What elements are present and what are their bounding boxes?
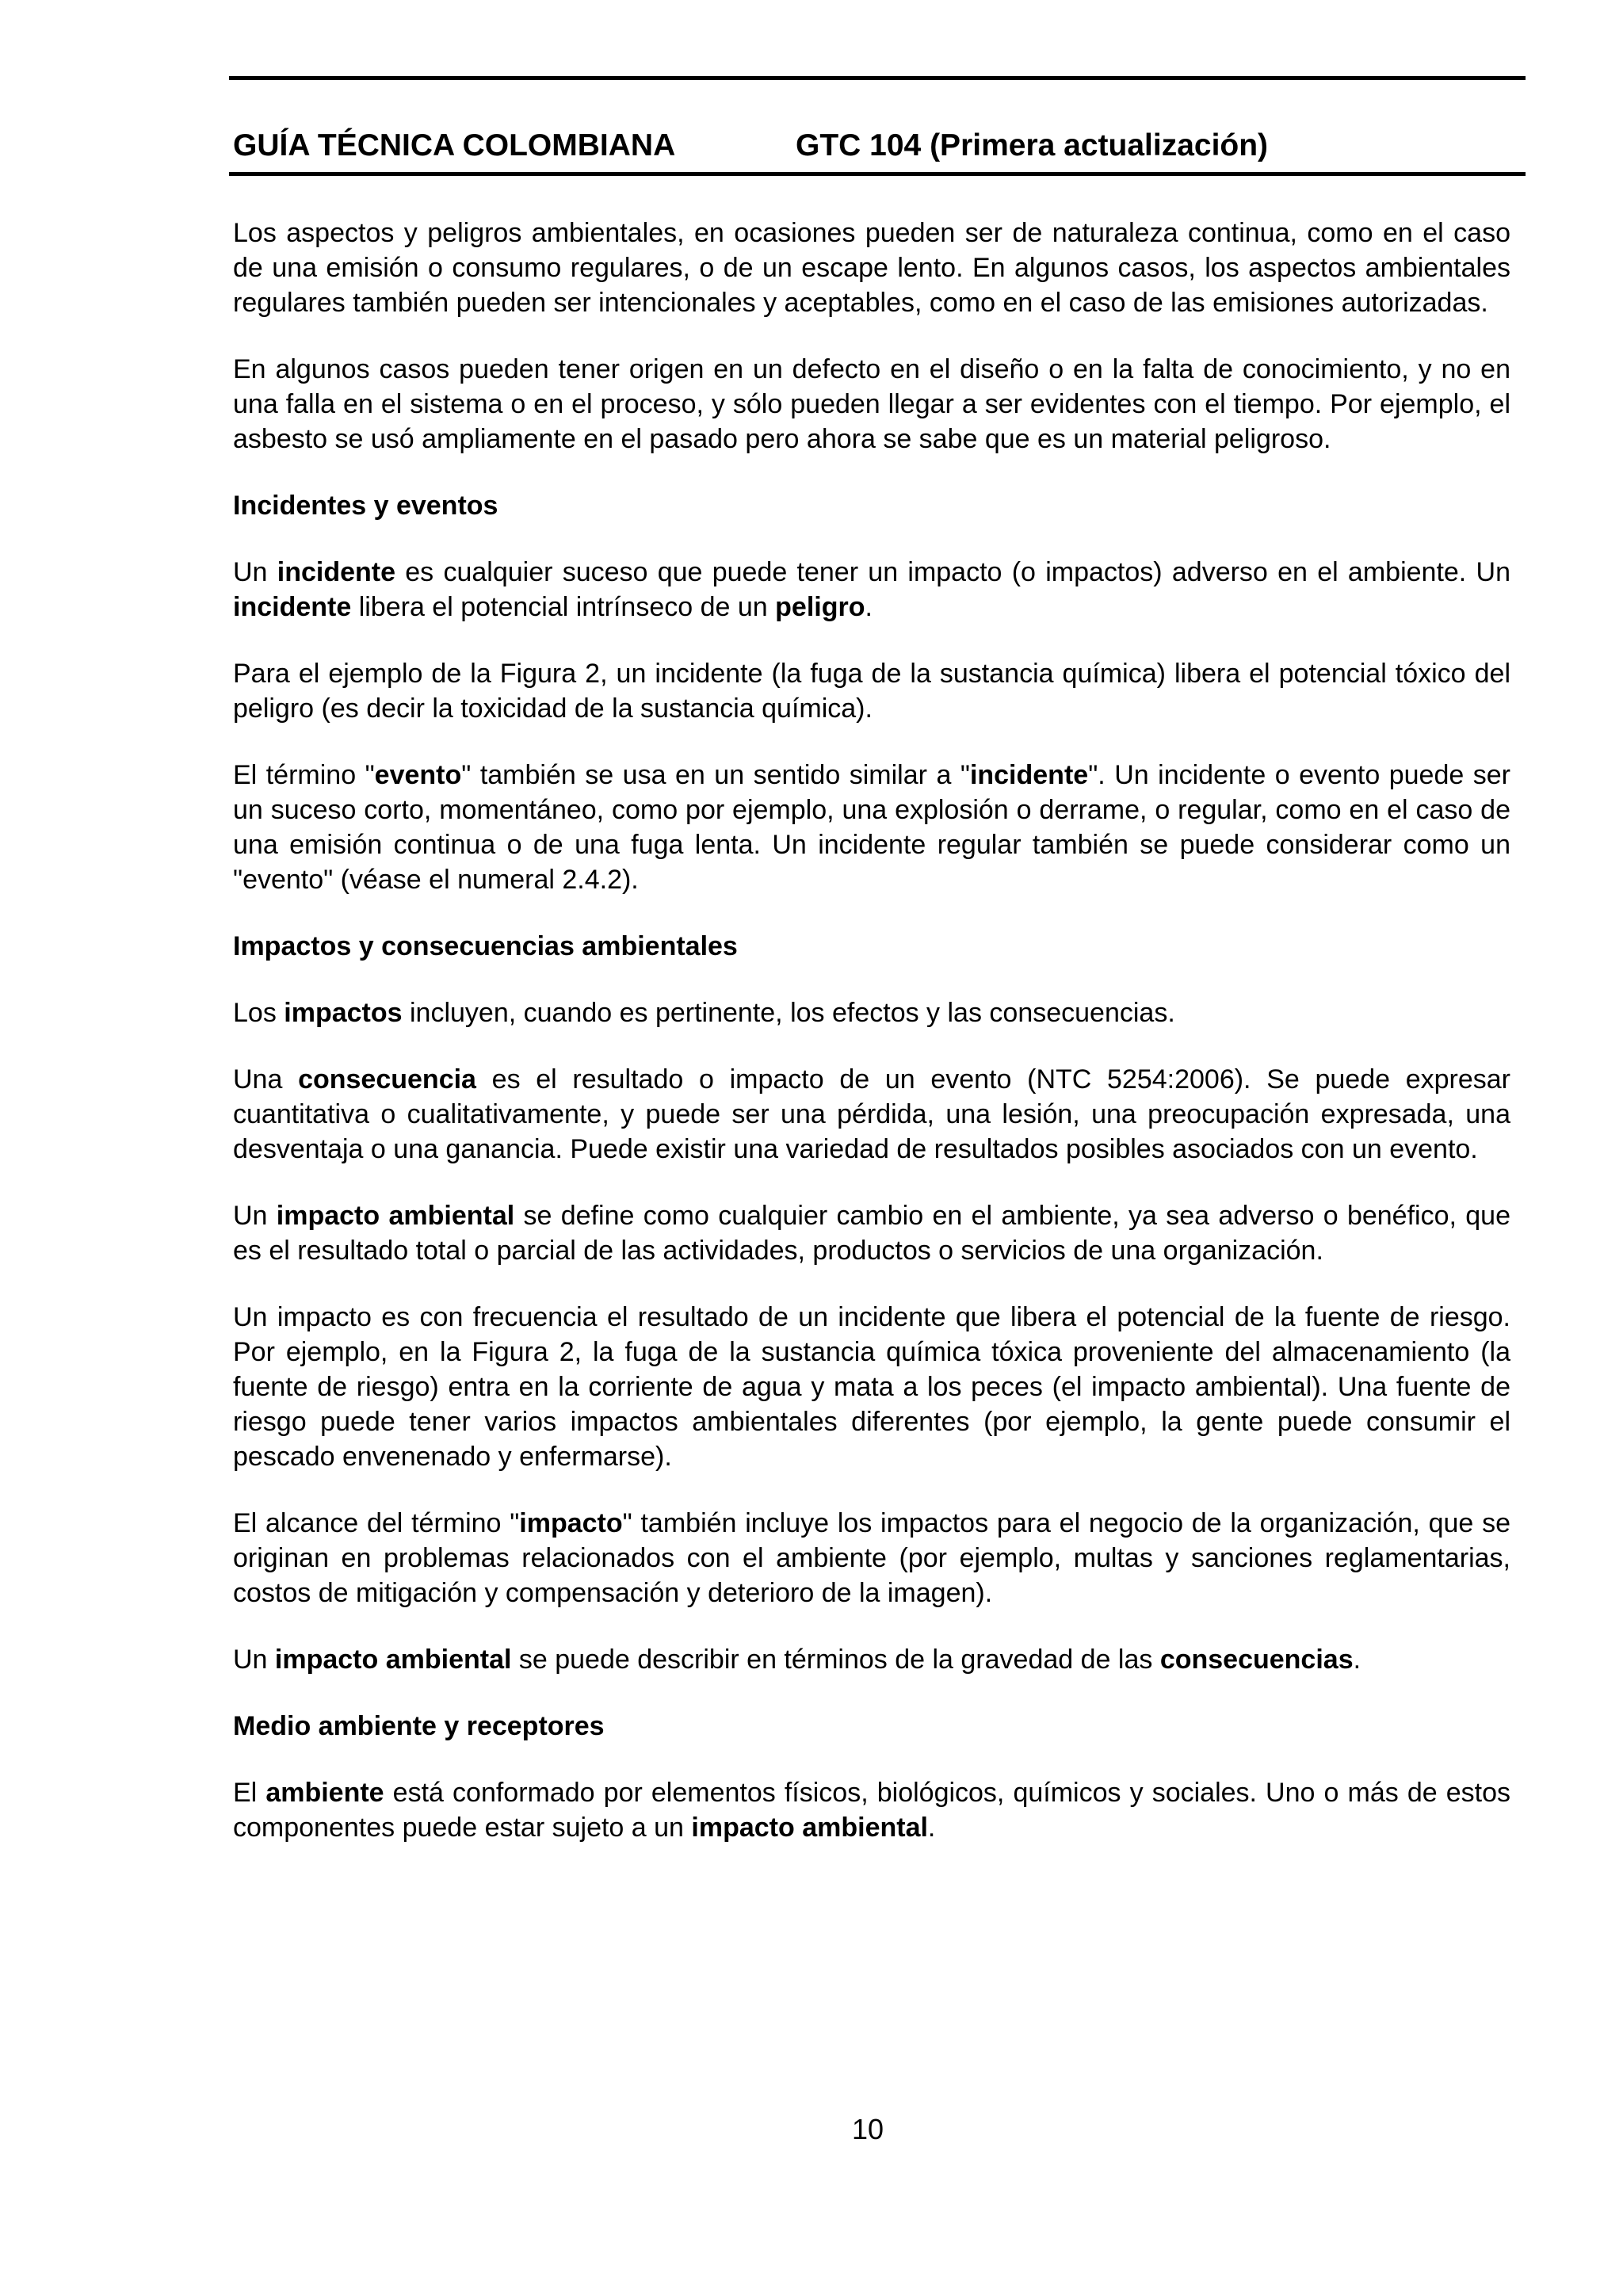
body-paragraph (233, 1198, 1510, 1268)
bold-term: ambiente (265, 1778, 384, 1808)
bold-term: consecuencia (298, 1064, 476, 1095)
text-run: libera el potencial intrínseco de un (351, 592, 776, 622)
text-run: " también incluye los impactos para el negocio de la organización, que se originan en problemas relacionados con el ambiente (por ejemplo, multas y sanciones reglamentarias, costos de mitigación y compensación y deterioro de la imagen). (233, 1508, 1510, 1608)
bold-term: impacto (519, 1508, 623, 1538)
text-run: Una (233, 1064, 299, 1095)
text-run: El alcance del término " (233, 1508, 520, 1538)
body-paragraph: Para el ejemplo de la Figura 2, un incidente (la fuga de la sustancia química) libera el potencial tóxico del peligro (es decir la toxicidad de la sustancia química). (233, 659, 1510, 724)
page-number: 10 (851, 2113, 884, 2145)
body-paragraph (233, 555, 1510, 625)
header-title: GUÍA TÉCNICA COLOMBIANA (233, 128, 676, 162)
document-body (233, 216, 1510, 1877)
text-run: El (233, 1778, 266, 1808)
header-bottom-rule (229, 172, 1526, 176)
text-run: " también se usa en un sentido similar a " (461, 760, 970, 790)
text-run: se puede describir en términos de la gravedad de las (511, 1645, 1160, 1675)
bold-term: impacto ambiental (276, 1201, 515, 1231)
text-run: Un (233, 1201, 277, 1231)
body-paragraph (233, 1062, 1510, 1167)
text-run: se define como cualquier cambio en el ambiente, ya sea adverso o benéfico, que es el resultado total o parcial de las actividades, productos o servicios de una organización. (233, 1201, 1510, 1266)
header-top-rule (229, 76, 1526, 80)
text-run: . (1353, 1645, 1361, 1675)
body-paragraph (233, 1506, 1510, 1610)
bold-term: impactos (284, 998, 403, 1028)
bold-term: incidente (969, 760, 1089, 790)
text-run: . (927, 1813, 936, 1843)
bold-term: impacto ambiental (691, 1813, 928, 1843)
text-run: está conformado por elementos físicos, biológicos, químicos y sociales. Uno o más de estos componentes puede estar sujeto a un (233, 1778, 1510, 1843)
text-run: Los (233, 998, 285, 1028)
body-paragraph: En algunos casos pueden tener origen en un defecto en el diseño o en la falta de conocimiento, y no en una falla en el sistema o en el proceso, y sólo pueden llegar a ser evidentes con el tiempo. Por ejemplo, el asbesto se usó ampliamente en el pasado pero ahora se sabe que es un material peligroso. (233, 354, 1510, 454)
bold-term: evento (374, 760, 462, 790)
body-paragraph (233, 1642, 1510, 1677)
header-document-code: GTC 104 (Primera actualización) (796, 128, 1269, 162)
text-run: Un (233, 557, 277, 587)
text-run: El término " (233, 760, 375, 790)
text-run: . (865, 592, 873, 622)
bold-term: consecuencias (1159, 1645, 1354, 1675)
body-paragraph (233, 758, 1510, 897)
bold-term: incidente (233, 592, 352, 622)
text-run: es el resultado o impacto de un evento (NTC 5254:2006). Se puede expresar cuantitativa o cualitativamente, y puede ser una pérdida, una lesión, una preocupación expresada, una desventaja o una ganancia. Puede existir una variedad de resultados posibles asociados con un evento. (233, 1064, 1510, 1164)
text-run: ". Un incidente o evento puede ser un suceso corto, momentáneo, como por ejemplo, una explosión o derrame, o regular, como en el caso de una emisión continua o de una fuga lenta. Un incidente regular también se puede considerar como un "evento" (véase el numeral 2.4.2). (233, 760, 1510, 895)
body-paragraph: Los aspectos y peligros ambientales, en ocasiones pueden ser de naturaleza continua, como en el caso de una emisión o consumo regulares, o de un escape lento. En algunos casos, los aspectos ambientales regulares también pueden ser intencionales y aceptables, como en el caso de las emisiones autorizadas. (233, 218, 1510, 318)
bold-term: impacto ambiental (274, 1645, 512, 1675)
text-run: incluyen, cuando es pertinente, los efectos y las consecuencias. (402, 998, 1175, 1028)
body-paragraph (233, 1775, 1510, 1845)
bold-term: incidente (277, 557, 395, 587)
text-run: es cualquier suceso que puede tener un impacto (o impactos) adverso en el ambiente. Un (395, 557, 1510, 587)
bold-term: peligro (775, 592, 865, 622)
text-run: Un (233, 1645, 275, 1675)
section-heading: Incidentes y eventos (233, 491, 498, 521)
body-paragraph: Un impacto es con frecuencia el resultado de un incidente que libera el potencial de la fuente de riesgo. Por ejemplo, en la Figura 2, la fuga de la sustancia química tóxica proveniente del almacenamiento (la fuente de riesgo) entra en la corriente de agua y mata a los peces (el impacto ambiental). Una fuente de riesgo puede tener varios impactos ambientales diferentes (por ejemplo, la gente puede consumir el pescado envenenado y enfermarse). (233, 1302, 1510, 1472)
section-heading: Medio ambiente y receptores (233, 1711, 605, 1741)
body-paragraph (233, 995, 1510, 1030)
section-heading: Impactos y consecuencias ambientales (233, 931, 738, 961)
